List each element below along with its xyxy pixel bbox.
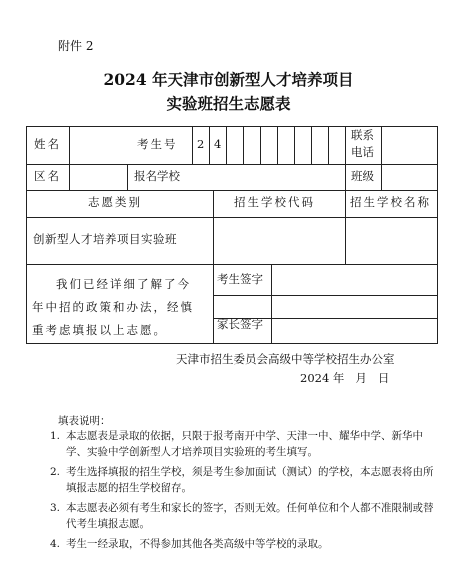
pledge-line-2: 年中招的政策和办法，经慎 — [32, 300, 194, 314]
exam-number-digit-1: 2 — [197, 137, 205, 151]
instruction-text: 考生一经录取，不得参加其他各类高级中等学校的录取。 — [66, 538, 329, 550]
date-line: 2024 年 月 日 — [300, 371, 390, 385]
class-label: 班级 — [351, 169, 374, 183]
instruction-item — [50, 464, 440, 496]
district-label: 区名 — [34, 169, 61, 183]
pledge-line-1: 我们已经详细了解了今 — [56, 277, 191, 291]
parent-signature-label: 家长签字 — [217, 317, 263, 331]
student-signature-label: 考生签字 — [217, 272, 263, 286]
issuing-office: 天津市招生委员会高级中等学校招生办公室 — [176, 352, 395, 366]
attachment-label: 附件 2 — [58, 39, 94, 53]
school-label: 报名学校 — [134, 169, 180, 183]
school-code-header: 招生学校代码 — [234, 195, 315, 209]
instruction-number: 4. — [50, 538, 61, 550]
form-title: 2024 年天津市创新型人才培养项目 — [103, 70, 354, 89]
name-label: 姓名 — [34, 137, 61, 151]
instruction-text: 本志愿表必须有考生和家长的签字，否则无效。任何单位和个人都不准限制或替代考生填报志愿。 — [66, 502, 434, 530]
instruction-number: 1. — [50, 430, 61, 442]
instruction-item — [50, 536, 440, 552]
phone-label-line2: 电话 — [351, 145, 374, 159]
school-name-header: 招生学校名称 — [350, 195, 431, 209]
instruction-number: 2. — [50, 466, 61, 478]
instruction-text: 本志愿表是录取的依据，只限于报考南开中学、天津一中、耀华中学、新华中学、实验中学创新型人才培养项目实验班的考生填写。 — [66, 430, 423, 458]
instruction-item — [50, 500, 440, 532]
exam-number-label: 考生号 — [137, 137, 178, 151]
application-form-table — [26, 126, 438, 344]
instruction-item — [50, 428, 440, 460]
instructions-list — [50, 428, 440, 556]
category-value: 创新型人才培养项目实验班 — [33, 232, 177, 246]
instruction-number: 3. — [50, 502, 61, 514]
pledge-line-3: 重考虑填报以上志愿。 — [32, 323, 167, 337]
category-header: 志愿类别 — [88, 195, 142, 209]
pledge-statement — [32, 273, 210, 342]
instruction-text: 考生选择填报的招生学校，须是考生参加面试（测试）的学校，本志愿表将由所填报志愿的招生学校留存。 — [66, 466, 434, 494]
form-subtitle: 实验班招生志愿表 — [166, 94, 291, 113]
exam-number-digit-2: 4 — [214, 137, 222, 151]
phone-label-line1: 联系 — [351, 128, 374, 142]
notes-title: 填表说明： — [58, 415, 111, 427]
